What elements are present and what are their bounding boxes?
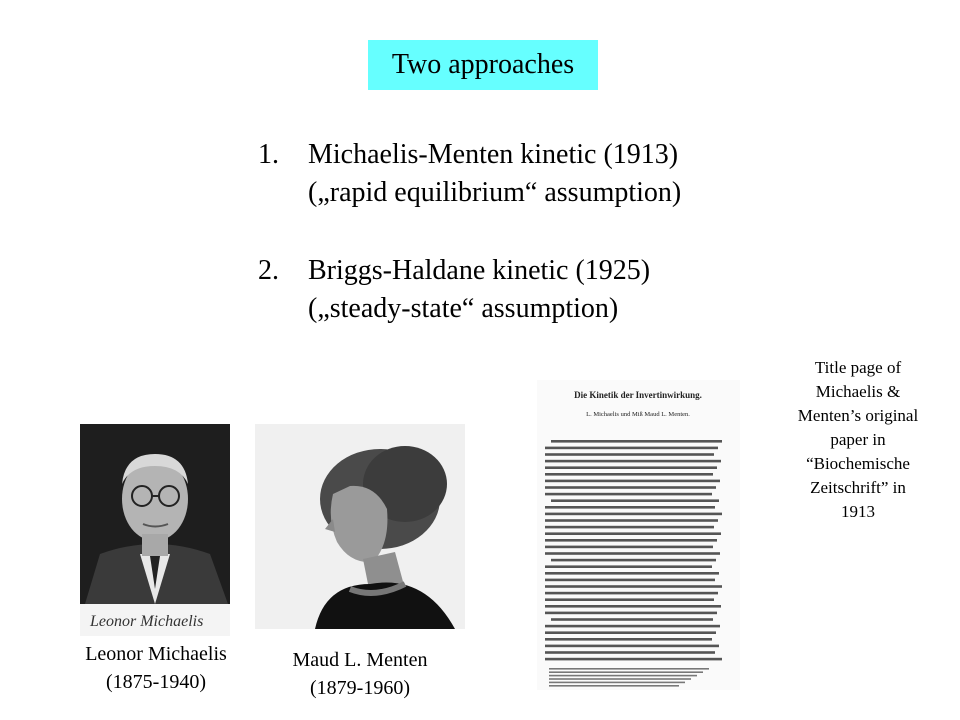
paper-authors: L. Michaelis und Miß Maud L. Menten. [586,411,690,418]
paper-text-line [545,473,713,476]
michaelis-portrait [80,424,230,636]
paper-text-line [545,447,718,450]
paper-text-line [545,546,713,549]
paper-text-line [545,506,715,509]
approach-name: Michaelis-Menten kinetic (1913) [308,139,679,170]
paper-text-line [545,480,720,483]
paper-text-line [545,539,717,542]
paper-text-line [545,460,721,463]
caption-years: (1875-1940) [106,671,206,693]
paper-text-line [545,493,712,496]
paper-text-line [545,526,714,529]
michaelis-signature: Leonor Michaelis [90,613,204,630]
paper-text-line [545,572,719,575]
paper-text-line [545,631,716,634]
paper-text-line [545,658,722,661]
paper-text-line [545,605,721,608]
paper-text-line [545,532,721,535]
paper-footnote-line [549,685,679,687]
approach-assumption: („steady-state“ assumption) [308,293,619,324]
paper-footnote-line [549,682,685,684]
approaches-list [258,136,681,368]
menten-caption [250,646,470,702]
caption-line: Zeitschrift” in [810,478,906,497]
menten-portrait [255,424,465,629]
caption-years: (1879-1960) [310,677,410,699]
paper-text-line [545,519,718,522]
paper-text-line [545,453,714,456]
paper-text-line [545,612,717,615]
approach-assumption: („rapid equilibrium“ assumption) [308,177,682,208]
paper-footnote-line [549,671,703,673]
paper-footnote-line [549,668,709,670]
caption-name: Maud L. Menten [292,649,428,671]
paper-text-line [545,592,718,595]
approach-number: 2. [258,255,279,286]
paper-text-line [551,499,719,502]
paper-title-page [537,380,740,690]
paper-text-line [545,579,715,582]
paper-text-line [545,585,722,588]
paper-footnote-line [549,675,697,677]
paper-text-line [545,625,720,628]
caption-line: “Biochemische [806,454,910,473]
paper-text-line [545,486,716,489]
paper-text-line [551,440,722,443]
paper-text-line [545,565,712,568]
paper-text-line [545,466,717,469]
slide-title: Two approaches [391,49,575,80]
caption-line: 1913 [841,502,875,521]
paper-heading: Die Kinetik der Invertinwirkung. [574,390,702,400]
approach-number: 1. [258,139,279,170]
paper-footnote-line [549,678,691,680]
caption-name: Leonor Michaelis [85,643,227,665]
approach-item-1 [258,136,681,212]
paper-text-line [545,651,715,654]
caption-line: Title page of [814,358,902,377]
paper-text-line [545,598,714,601]
michaelis-caption [40,640,272,696]
paper-caption [758,356,958,524]
caption-line: Michaelis & [815,382,901,401]
approach-item-2 [258,252,681,328]
paper-text-line [545,552,720,555]
paper-text-line [551,618,713,621]
paper-text-line [545,513,722,516]
caption-line: Menten’s original [797,406,919,425]
approach-name: Briggs-Haldane kinetic (1925) [308,255,651,286]
paper-text-line [545,638,712,641]
paper-text-line [551,559,716,562]
paper-text-line [545,645,719,648]
caption-line: paper in [830,430,886,449]
slide-title-box [368,40,598,90]
